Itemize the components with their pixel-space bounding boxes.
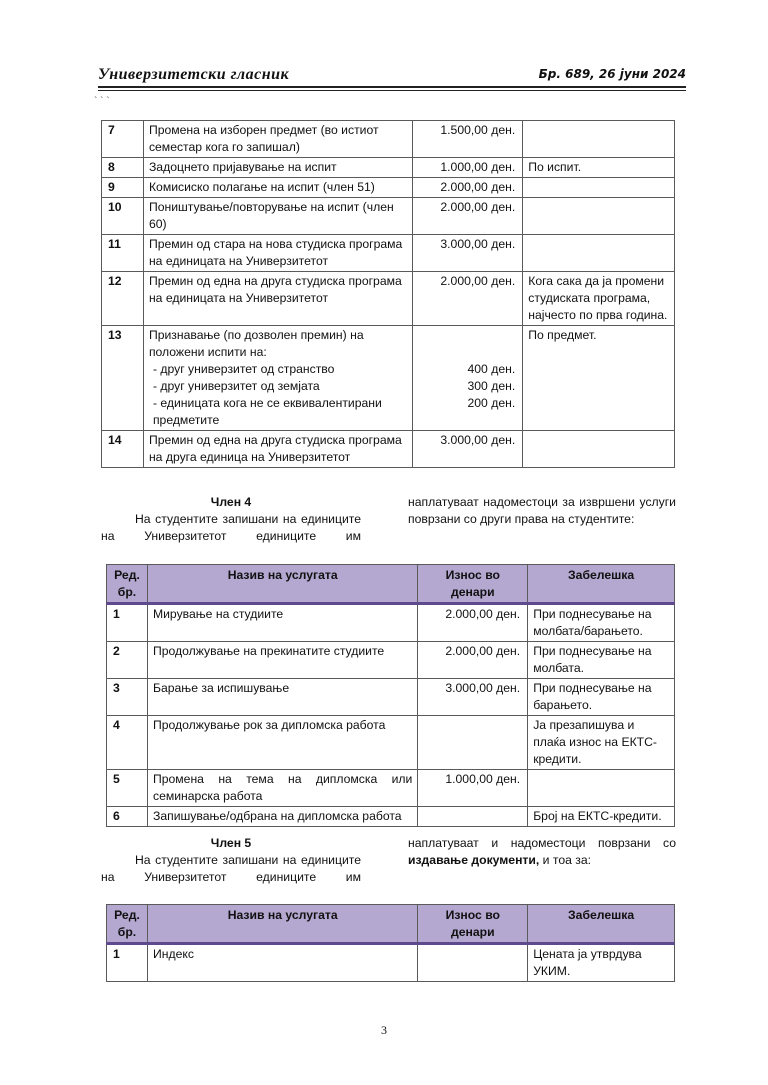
row-number: 13 bbox=[102, 326, 144, 431]
note: Кога сака да ја промени студиската програма, најчесто по прва година. bbox=[523, 272, 675, 326]
clause-text: На студентите запишани на единиците на Универзитетот единиците им bbox=[101, 512, 361, 543]
table-row bbox=[102, 326, 675, 431]
fees-table-continued bbox=[101, 120, 675, 468]
clause-text: На студентите запишани на единиците на Универзитетот единиците им bbox=[101, 853, 361, 884]
sub-item: - единицата кога не се еквивалентирани предметите bbox=[152, 396, 382, 427]
service-name: Мирување на студиите bbox=[147, 604, 417, 642]
col-header-no: Ред. бр. bbox=[107, 905, 148, 944]
clause-5-right bbox=[408, 835, 676, 869]
table-header-row bbox=[107, 565, 675, 604]
service-name: Продолжување рок за дипломска работа bbox=[147, 716, 417, 770]
row-number: 3 bbox=[107, 679, 148, 716]
service-name: Продолжување на прекинатите студиите bbox=[147, 642, 417, 679]
clause-5-left bbox=[101, 835, 361, 886]
service-name: Премин од една на друга студиска програма на друга единица на Универзитетот bbox=[143, 431, 412, 468]
table-row bbox=[102, 198, 675, 235]
fees-table-documents bbox=[106, 904, 675, 982]
header-rule bbox=[98, 86, 686, 88]
clause-text-part: и тоа за: bbox=[539, 853, 592, 867]
row-number: 12 bbox=[102, 272, 144, 326]
sub-item: - друг универзитет од земјата bbox=[152, 379, 320, 393]
row-number: 9 bbox=[102, 178, 144, 198]
service-name: Задоцнето пријавување на испит bbox=[143, 158, 412, 178]
table-row bbox=[102, 158, 675, 178]
note: По предмет. bbox=[523, 326, 675, 431]
row-number: 14 bbox=[102, 431, 144, 468]
note bbox=[523, 198, 675, 235]
row-number: 4 bbox=[107, 716, 148, 770]
amount: 1.500,00 ден. bbox=[413, 121, 523, 158]
table-row bbox=[107, 716, 675, 770]
note bbox=[523, 235, 675, 272]
amount: 3.000,00 ден. bbox=[418, 679, 528, 716]
row-number: 1 bbox=[107, 944, 148, 982]
amount: 2.000,00 ден. bbox=[413, 272, 523, 326]
amount: 2.000,00 ден. bbox=[413, 198, 523, 235]
col-header-note: Забелешка bbox=[528, 905, 675, 944]
amount bbox=[413, 326, 523, 431]
header-rule-thin bbox=[98, 90, 686, 91]
issue-info: Бр. 689, 26 јуни 2024 bbox=[538, 67, 686, 81]
amount: 3.000,00 ден. bbox=[413, 235, 523, 272]
note: Ја презапишува и плаќа износ на ЕКТС-кредити. bbox=[528, 716, 675, 770]
amount bbox=[418, 807, 528, 827]
note: Број на ЕКТС-кредити. bbox=[528, 807, 675, 827]
table-row bbox=[107, 807, 675, 827]
service-name: Промена на изборен предмет (во истиот семестар кога го запишал) bbox=[143, 121, 412, 158]
row-number: 5 bbox=[107, 770, 148, 807]
amount bbox=[418, 716, 528, 770]
table-row bbox=[102, 178, 675, 198]
service-name: Комисиско полагање на испит (член 51) bbox=[143, 178, 412, 198]
service-name: Барање за испишување bbox=[147, 679, 417, 716]
table-row bbox=[102, 431, 675, 468]
col-header-name: Назив на услугата bbox=[147, 565, 417, 604]
sub-amount: 200 ден. bbox=[467, 396, 516, 410]
col-header-no: Ред. бр. bbox=[107, 565, 148, 604]
service-name bbox=[143, 326, 412, 431]
row-number: 11 bbox=[102, 235, 144, 272]
page-header bbox=[98, 64, 686, 92]
clause-text-part: наплатуваат и надоместоци поврзани со bbox=[408, 836, 676, 850]
col-header-amount: Износ во денари bbox=[418, 565, 528, 604]
amount: 3.000,00 ден. bbox=[413, 431, 523, 468]
amount: 1.000,00 ден. bbox=[413, 158, 523, 178]
note bbox=[528, 770, 675, 807]
table-header-row bbox=[107, 905, 675, 944]
table-row bbox=[107, 944, 675, 982]
row-number: 2 bbox=[107, 642, 148, 679]
amount: 2.000,00 ден. bbox=[413, 178, 523, 198]
clause-title: Член 5 bbox=[210, 836, 252, 850]
fees-table-rights bbox=[106, 564, 675, 827]
clause-text: наплатуваат надоместоци за извршени услуги поврзани со други права на студентите: bbox=[408, 495, 676, 526]
page-number: 3 bbox=[381, 1023, 387, 1037]
note: При поднесување на молбата/барањето. bbox=[528, 604, 675, 642]
row-number: 1 bbox=[107, 604, 148, 642]
note: По испит. bbox=[523, 158, 675, 178]
service-name-main: Признавање (по дозволен премин) на положени испити на: bbox=[148, 328, 364, 359]
amount: 2.000,00 ден. bbox=[418, 642, 528, 679]
amount bbox=[418, 944, 528, 982]
note: Цената ја утврдува УКИМ. bbox=[528, 944, 675, 982]
note bbox=[523, 121, 675, 158]
sub-amount: 300 ден. bbox=[467, 379, 516, 393]
table-row bbox=[107, 604, 675, 642]
service-name: Премин од една на друга студиска програма на единицата на Универзитетот bbox=[143, 272, 412, 326]
col-header-name: Назив на услугата bbox=[147, 905, 417, 944]
table-row bbox=[102, 121, 675, 158]
clause-title: Член 4 bbox=[210, 495, 252, 509]
note bbox=[523, 178, 675, 198]
clause-4-left bbox=[101, 494, 361, 545]
note: При поднесување на барањето. bbox=[528, 679, 675, 716]
sub-amount: 400 ден. bbox=[467, 362, 516, 376]
table-row bbox=[107, 679, 675, 716]
table-row bbox=[102, 235, 675, 272]
note bbox=[523, 431, 675, 468]
clause-4-right bbox=[408, 494, 676, 528]
row-number: 8 bbox=[102, 158, 144, 178]
service-name: Поништување/повторување на испит (член 60) bbox=[143, 198, 412, 235]
stray-marks: ` ` ` bbox=[94, 96, 110, 107]
col-header-note: Забелешка bbox=[528, 565, 675, 604]
col-header-amount: Износ во денари bbox=[418, 905, 528, 944]
service-name: Премин од стара на нова студиска програма на единицата на Универзитетот bbox=[143, 235, 412, 272]
amount: 2.000,00 ден. bbox=[418, 604, 528, 642]
note: При поднесување на молбата. bbox=[528, 642, 675, 679]
clause-text-bold: издавање документи, bbox=[408, 853, 540, 867]
table-row bbox=[102, 272, 675, 326]
journal-title: Универзитетски гласник bbox=[98, 66, 290, 83]
table-row bbox=[107, 642, 675, 679]
row-number: 6 bbox=[107, 807, 148, 827]
sub-item: - друг универзитет од странство bbox=[152, 362, 335, 376]
table-row bbox=[107, 770, 675, 807]
row-number: 10 bbox=[102, 198, 144, 235]
service-name: Промена на тема на дипломска или семинарска работа bbox=[147, 770, 417, 807]
row-number: 7 bbox=[102, 121, 144, 158]
service-name: Запишување/одбрана на дипломска работа bbox=[147, 807, 417, 827]
amount: 1.000,00 ден. bbox=[418, 770, 528, 807]
clause-text bbox=[408, 835, 676, 869]
service-name: Индекс bbox=[147, 944, 417, 982]
